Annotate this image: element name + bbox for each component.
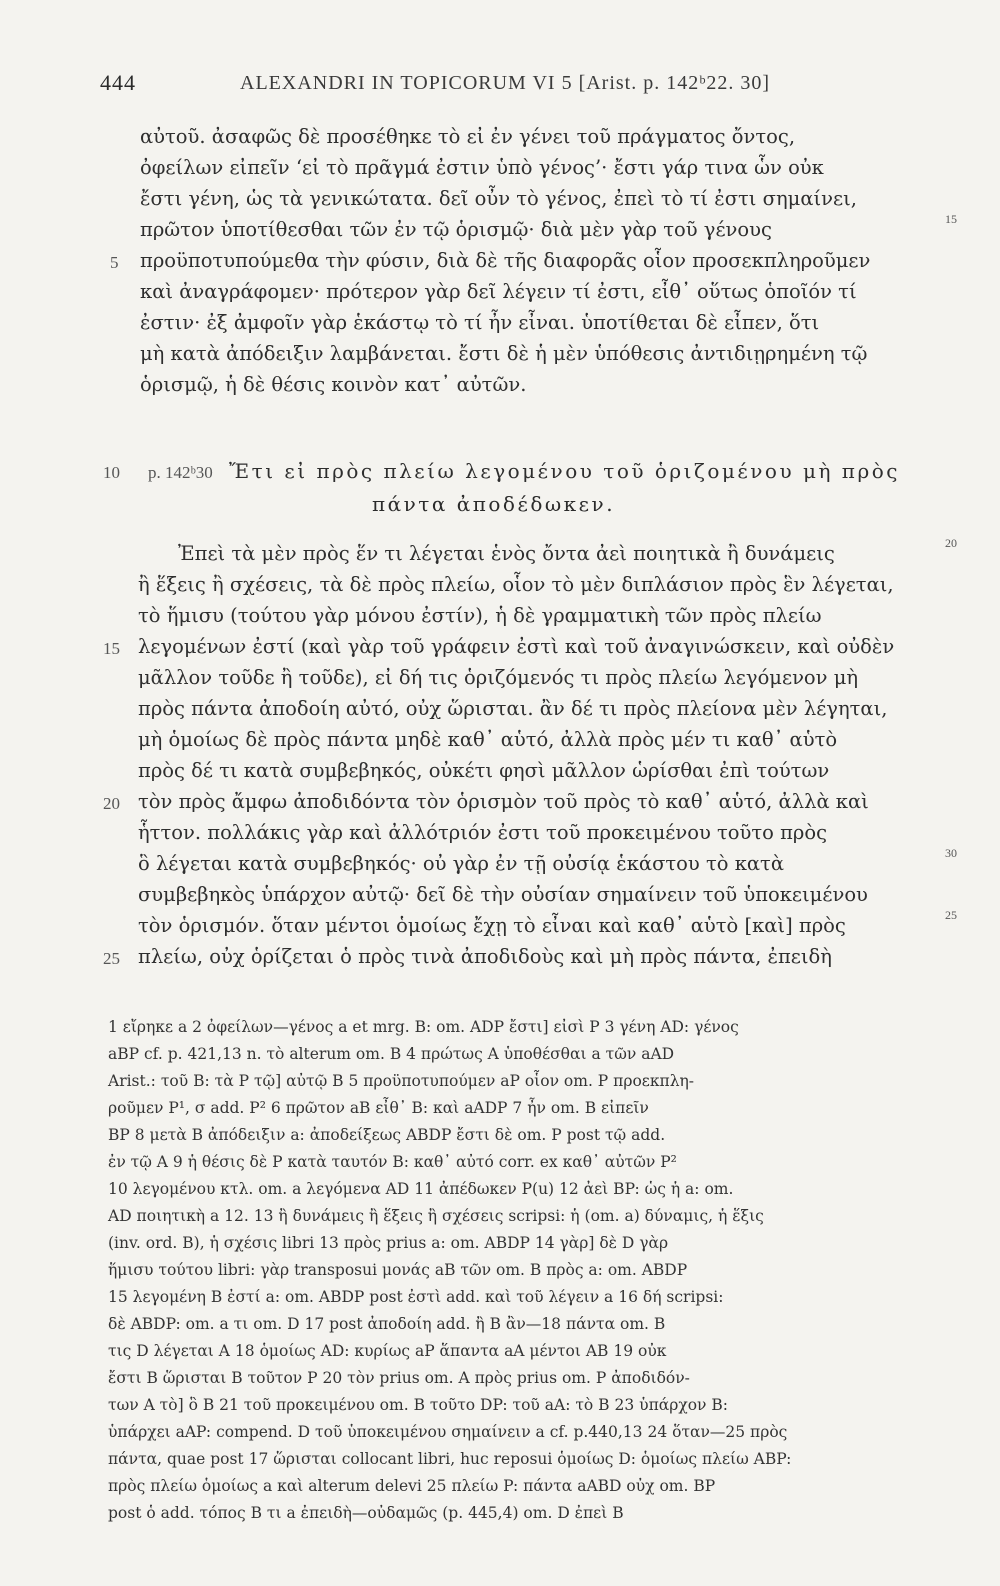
text-line: μὴ κατὰ ἀπόδειξιν λαμβάνεται. ἔστι δὲ ἡ μὲν ὑπόθεσις ἀντιδιῃρημένη τῷ bbox=[140, 342, 868, 365]
text-line: μὴ ὁμοίως δὲ πρὸς πάντα μηδὲ καθ᾽ αὑτό, ἀλλὰ πρὸς μέν τι καθ᾽ αὑτὸ bbox=[138, 728, 838, 751]
text-line: πρὸς δέ τι κατὰ συμβεβηκός, οὐκέτι φησὶ μᾶλλον ὡρίσθαι ἐπὶ τούτων bbox=[138, 759, 830, 782]
page-number: 444 bbox=[100, 70, 136, 95]
text-line: ἔστι γένη, ὡς τὰ γενικώτατα. δεῖ οὖν τὸ γένος, ἐπεὶ τὸ τί ἐστι σημαίνει, bbox=[140, 187, 857, 210]
text-line: ἐστιν· ἐξ ἀμφοῖν γὰρ ἑκάστῳ τὸ τί ἦν εἶναι. ὑποτίθεται δὲ εἶπεν, ὅτι bbox=[140, 311, 820, 334]
footnote-line: post ὁ add. τόπος B τι a ἐπειδὴ—οὐδαμῶς (p. 445,4) om. D ἐπεὶ B bbox=[108, 1504, 624, 1522]
text-line: τὸν πρὸς ἄμφω ἀποδιδόντα τὸν ὁρισμὸν τοῦ πρὸς τὸ καθ᾽ αὑτό, ἀλλὰ καὶ bbox=[138, 790, 869, 813]
text-line: τὸν ὁρισμόν. ὅταν μέντοι ὁμοίως ἔχῃ τὸ εἶναι καὶ καθ᾽ αὑτὸ [καὶ] πρὸς bbox=[138, 914, 846, 937]
text-line: λεγομένων ἐστί (καὶ γὰρ τοῦ γράφειν ἐστὶ καὶ τοῦ ἀναγινώσκειν, καὶ οὐδὲν bbox=[138, 635, 895, 658]
lemma-line-2: πάντα ἀποδέδωκεν. bbox=[372, 492, 616, 516]
footnote-line: 15 λεγομένη B ἐστί a: om. ABDP post ἐστὶ add. καὶ τοῦ λέγειν a 16 δή scripsi: bbox=[108, 1288, 724, 1306]
text-line: Ἐπεὶ τὰ μὲν πρὸς ἕν τι λέγεται ἑνὸς ὄντα ἀεὶ ποιητικὰ ἢ δυνάμεις bbox=[178, 542, 835, 565]
line-number: 15 bbox=[103, 639, 120, 658]
text-line: ἧττον. πολλάκις γὰρ καὶ ἀλλότριόν ἐστι τοῦ προκειμένου τοῦτο πρὸς bbox=[138, 821, 828, 844]
footnote-line: πάντα, quae post 17 ὥρισται collocant libri, huc reposui ὁμοίως D: ὁμοίως πλείω ABP: bbox=[108, 1450, 792, 1468]
footnote-line: τις D λέγεται A 18 ὁμοίως AD: κυρίως aP ἅπαντα aA μέντοι AB 19 οὐκ bbox=[108, 1342, 667, 1360]
margin-number: 25 bbox=[945, 908, 957, 922]
text-line: πλείω, οὐχ ὁρίζεται ὁ πρὸς τινὰ ἀποδιδοὺς καὶ μὴ πρὸς πάντα, ἐπειδὴ bbox=[138, 945, 832, 968]
footnote-line: των A τὸ] ὃ B 21 τοῦ προκειμένου om. B τοῦτο DP: τοῦ aA: τὸ B 23 ὑπάρχον B: bbox=[108, 1396, 729, 1414]
running-head: ALEXANDRI IN TOPICORUM VI 5 [Arist. p. 142ᵇ22. 30] bbox=[240, 72, 771, 94]
text-line: καὶ ἀναγράφομεν· πρότερον γὰρ δεῖ λέγειν τί ἐστι, εἶθ᾽ οὕτως ὁποῖόν τί bbox=[140, 280, 857, 303]
footnote-line: ἥμισυ τούτου libri: γὰρ transposui μονάς aB τῶν om. B πρὸς a: om. ABDP bbox=[108, 1261, 688, 1279]
text-line: ἢ ἕξεις ἢ σχέσεις, τὰ δὲ πρὸς πλείω, οἷον τὸ μὲν διπλάσιον πρὸς ἓν λέγεται, bbox=[138, 573, 894, 596]
footnote-line: ὑπάρχει aAP: compend. D τοῦ ὑποκειμένου σημαίνειν a cf. p.440,13 24 ὅταν—25 πρὸς bbox=[108, 1423, 788, 1441]
footnote-line: ἔστι B ὥρισται B τοῦτον P 20 τὸν prius om. A πρὸς prius om. P ἀποδιδόν- bbox=[108, 1369, 690, 1387]
page-header bbox=[100, 70, 820, 106]
footnote-line: (inv. ord. B), ἡ σχέσις libri 13 πρὸς prius a: om. ABDP 14 γὰρ] δὲ D γὰρ bbox=[108, 1234, 669, 1252]
text-line: τὸ ἥμισυ (τούτου γὰρ μόνου ἐστίν), ἡ δὲ γραμματικὴ τῶν πρὸς πλείω bbox=[138, 604, 822, 627]
lemma-reference: p. 142ᵇ30 bbox=[148, 463, 213, 482]
footnote-line: δὲ ABDP: om. a τι om. D 17 post ἀποδοίη add. ἢ B ἂν—18 πάντα om. B bbox=[108, 1315, 666, 1333]
line-number: 25 bbox=[103, 949, 120, 968]
footnote-line: BP 8 μετὰ B ἀπόδειξιν a: ἀποδείξεως ABDP ἔστι δὲ om. P post τῷ add. bbox=[108, 1126, 666, 1144]
footnote-line: ροῦμεν P¹, σ add. P² 6 πρῶτον aB εἶθ᾽ B: καὶ aADP 7 ἦν om. B εἰπεῖν bbox=[108, 1099, 649, 1117]
text-line: ὁρισμῷ, ἡ δὲ θέσις κοινὸν κατ᾽ αὐτῶν. bbox=[140, 373, 527, 396]
text-line: ὀφείλων εἰπεῖν ‘εἰ τὸ πρᾶγμά ἐστιν ὑπὸ γένος’· ἔστι γάρ τινα ὧν οὐκ bbox=[140, 156, 824, 179]
footnote-line: 1 εἴρηκε a 2 ὀφείλων—γένος a et mrg. B: om. ADP ἔστι] εἰσὶ P 3 γένη AD: γένος bbox=[108, 1018, 739, 1036]
line-number: 10 bbox=[103, 463, 120, 482]
lemma-line-1 bbox=[148, 458, 900, 486]
footnote-line: πρὸς πλείω ὁμοίως a καὶ alterum delevi 25 πλείω P: πάντα aABD οὐχ om. BP bbox=[108, 1477, 716, 1495]
footnote-line: Arist.: τοῦ B: τὰ P τῷ] αὐτῷ B 5 προϋποτυπούμεν aP οἷον om. P προεκπλη- bbox=[108, 1072, 695, 1090]
text-line: πρὸς πάντα ἀποδοίη αὐτό, οὐχ ὥρισται. ἂν δέ τι πρὸς πλείονα μὲν λέγηται, bbox=[138, 697, 888, 720]
margin-number: 20 bbox=[945, 536, 957, 550]
line-number: 20 bbox=[103, 794, 120, 813]
text-line: αὐτοῦ. ἀσαφῶς δὲ προσέθηκε τὸ εἰ ἐν γένει τοῦ πράγματος ὄντος, bbox=[140, 125, 796, 148]
text-line: ὃ λέγεται κατὰ συμβεβηκός· οὐ γὰρ ἐν τῇ οὐσίᾳ ἑκάστου τὸ κατὰ bbox=[138, 852, 785, 875]
footnote-line: 10 λεγομένου κτλ. om. a λεγόμενα AD 11 ἀπέδωκεν P(u) 12 ἀεὶ BP: ὡς ἡ a: om. bbox=[108, 1180, 734, 1198]
lemma-text: Ἔτι εἰ πρὸς πλείω λεγομένου τοῦ ὁριζομένου μὴ πρὸς bbox=[228, 459, 900, 483]
margin-number: 15 bbox=[945, 212, 957, 226]
footnote-line: aBP cf. p. 421,13 n. τὸ alterum om. B 4 πρώτως A ὑποθέσθαι a τῶν aAD bbox=[108, 1045, 675, 1063]
footnote-line: ἐν τῷ A 9 ἡ θέσις δὲ P κατὰ ταυτόν B: καθ᾽ αὐτό corr. ex καθ᾽ αὐτῶν P² bbox=[108, 1153, 677, 1171]
text-line: συμβεβηκὸς ὑπάρχον αὐτῷ· δεῖ δὲ τὴν οὐσίαν σημαίνειν τοῦ ὑποκειμένου bbox=[138, 883, 868, 906]
text-line: πρῶτον ὑποτίθεσθαι τῶν ἐν τῷ ὁρισμῷ· διὰ μὲν γὰρ τοῦ γένους bbox=[140, 218, 772, 241]
text-line: μᾶλλον τοῦδε ἢ τοῦδε), εἰ δή τις ὁριζόμενός τι πρὸς πλείω λεγόμενον μὴ bbox=[138, 666, 859, 689]
footnote-line: AD ποιητικὴ a 12. 13 ἢ δυνάμεις ἢ ἕξεις ἢ σχέσεις scripsi: ἡ (om. a) δύναμις, ἡ ἕξις bbox=[108, 1207, 764, 1225]
text-line: προϋποτυπούμεθα τὴν φύσιν, διὰ δὲ τῆς διαφορᾶς οἷον προσεκπληροῦμεν bbox=[140, 249, 871, 272]
line-number: 5 bbox=[110, 253, 119, 272]
margin-number: 30 bbox=[945, 846, 957, 860]
